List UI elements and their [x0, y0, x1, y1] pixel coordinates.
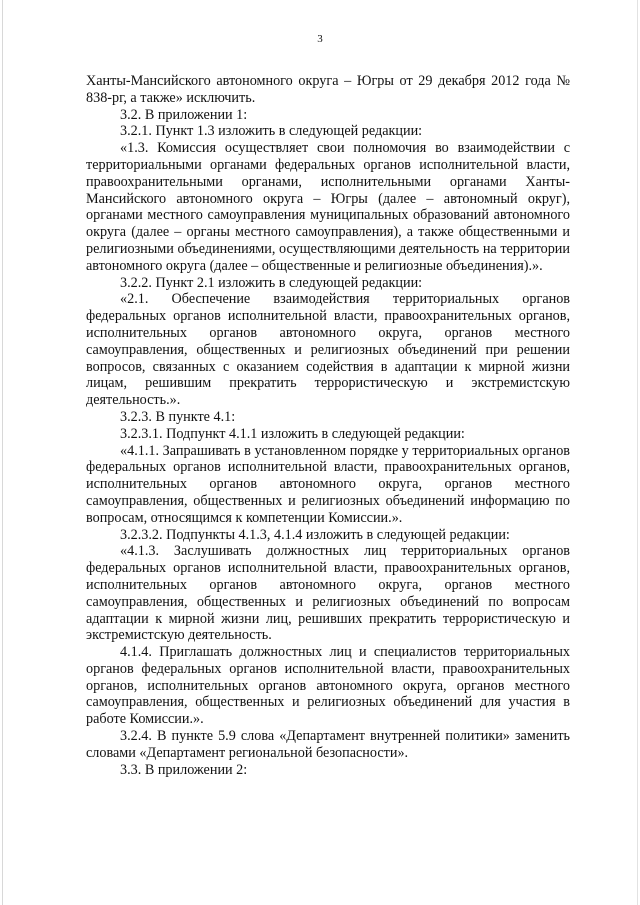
- document-body: [86, 73, 570, 778]
- paragraph-9: «4.1.1. Запрашивать в установленном порядке у территориальных органов федеральных органов исполнительной власти, правоохранительных органов, исполнительных органов автономного округа, органов местного самоуправления, общественных и религиозных объединений информацию по вопросам, относящимся к компетенции Комиссии.».: [86, 442, 570, 526]
- paragraph-3: 3.2.1. Пункт 1.3 изложить в следующей редакции:: [120, 123, 423, 140]
- paragraph-8: 3.2.3.1. Подпункт 4.1.1 изложить в следующей редакции:: [120, 425, 465, 442]
- paragraph-11: «4.1.3. Заслушивать должностных лиц территориальных органов федеральных органов исполнительной власти, правоохранительных органов, исполнительных органов автономного округа, органов местного самоуправления, общественных и религиозных объединений по вопросам адаптации к мирной жизни лиц, решивших прекратить террористическую и экстремистскую деятельность.: [86, 543, 570, 644]
- page-number: 3: [317, 33, 323, 45]
- paragraph-2: 3.2. В приложении 1:: [120, 106, 248, 123]
- paragraph-1: Ханты-Мансийского автономного округа – Югры от 29 декабря 2012 года № 838-рг, а также» исключить.: [86, 73, 570, 106]
- paragraph-10: 3.2.3.2. Подпункты 4.1.3, 4.1.4 изложить в следующей редакции:: [120, 526, 510, 543]
- paragraph-14: 3.3. В приложении 2:: [120, 761, 248, 778]
- paragraph-12: 4.1.4. Приглашать должностных лиц и специалистов территориальных органов федеральных органов исполнительной власти, правоохранительных органов, исполнительных органов автономного округа, органов местного самоуправления, общественных и религиозных объединений для участия в работе Комиссии.».: [86, 644, 570, 728]
- paragraph-5: 3.2.2. Пункт 2.1 изложить в следующей редакции:: [120, 274, 423, 291]
- paragraph-6: «2.1. Обеспечение взаимодействия территориальных органов федеральных органов исполнительной власти, правоохранительных органов, исполнительных органов автономного округа, органов местного самоуправления, общественных и религиозных объединений при решении вопросов, связанных с оказанием содействия в адаптации к мирной жизни лицам, решившим прекратить террористическую и экстремистскую деятельность.».: [86, 291, 570, 409]
- paragraph-7: 3.2.3. В пункте 4.1:: [120, 408, 236, 425]
- paragraph-4: «1.3. Комиссия осуществляет свои полномочия во взаимодействии с территориальными органами федеральных органов исполнительной власти, правоохранительными органами, исполнительными органами Ханты-Мансийского автономного округа – Югры (далее – автономный округ), органами местного самоуправления муниципальных образований автономного округа (далее – органы местного самоуправления), а также общественными и религиозными объединениями, осуществляющими деятельность на территории автономного округа (далее – общественные и религиозные объединения).».: [86, 140, 570, 274]
- paragraph-13: 3.2.4. В пункте 5.9 слова «Департамент внутренней политики» заменить словами «Департамент региональной безопасности».: [86, 728, 570, 761]
